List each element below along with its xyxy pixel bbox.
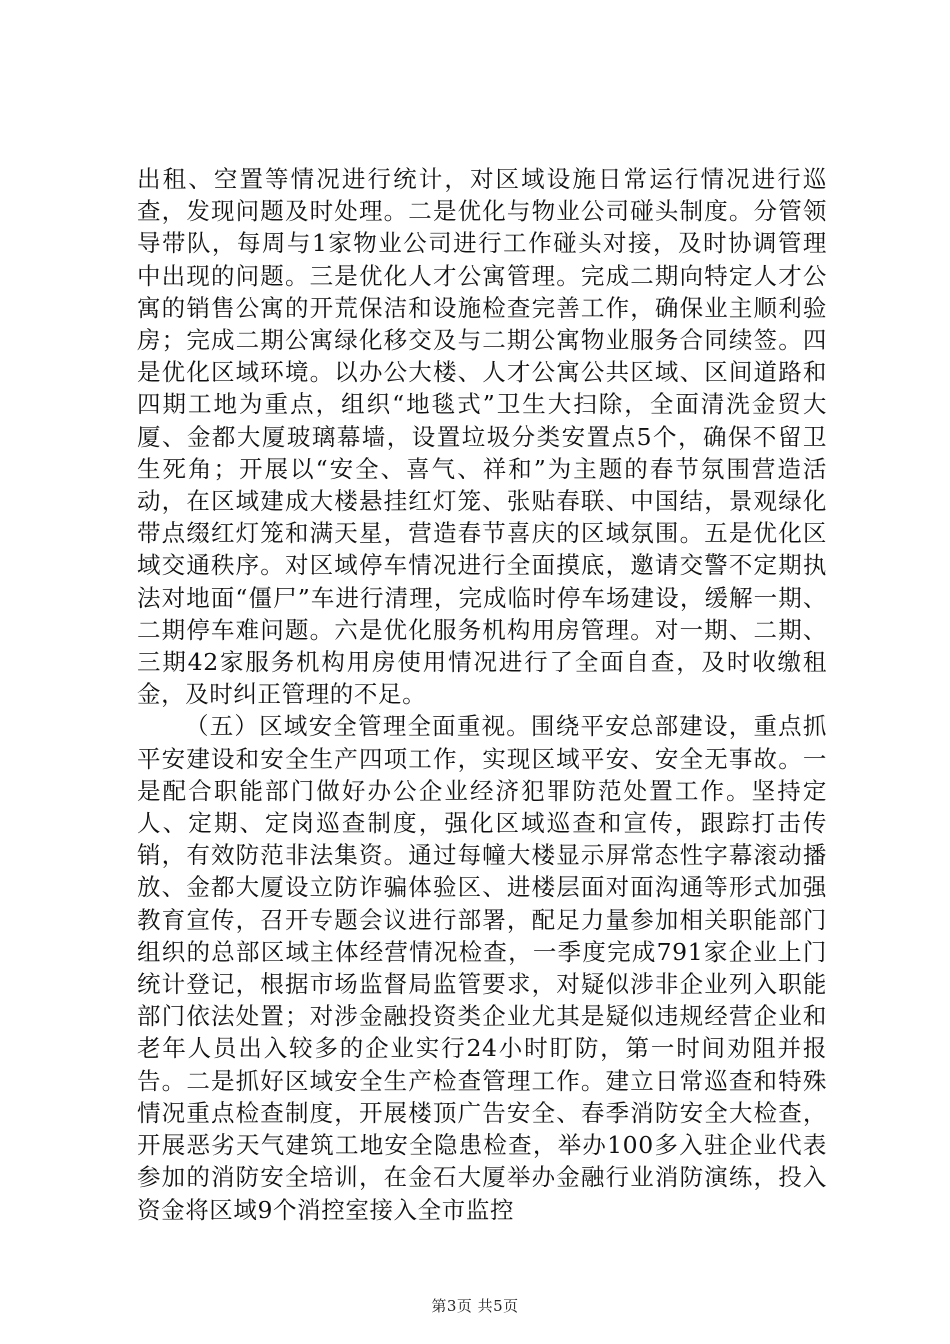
document-body bbox=[137, 163, 827, 1226]
paragraph-section-five: （五）区域安全管理全面重视。围绕平安总部建设，重点抓平安建设和安全生产四项工作，实现区域平安、安全无事故。一是配合职能部门做好办公企业经济犯罪防范处置工作。坚持定人、定期、定岗巡查制度，强化区域巡查和宣传，跟踪打击传销，有效防范非法集资。通过每幢大楼显示屏常态性字幕滚动播放、金都大厦设立防诈骗体验区、进楼层面对面沟通等形式加强教育宣传，召开专题会议进行部署，配足力量参加相关职能部门组织的总部区域主体经营情况检查，一季度完成791家企业上门统计登记，根据市场监督局监管要求，对疑似涉非企业列入职能部门依法处置；对涉金融投资类企业尤其是疑似违规经营企业和老年人员出入较多的企业实行24小时盯防，第一时间劝阻并报告。二是抓好区域安全生产检查管理工作。建立日常巡查和特殊情况重点检查制度，开展楼顶广告安全、春季消防安全大检查，开展恶劣天气建筑工地安全隐患检查，举办100多入驻企业代表参加的消防安全培训，在金石大厦举办金融行业消防演练，投入资金将区域9个消控室接入全市监控 bbox=[137, 712, 827, 1224]
page-number-footer: 第3页 共5页 bbox=[431, 1297, 519, 1315]
paragraph-continued: 出租、空置等情况进行统计，对区域设施日常运行情况进行巡查，发现问题及时处理。二是优化与物业公司碰头制度。分管领导带队，每周与1家物业公司进行工作碰头对接，及时协调管理中出现的问题。三是优化人才公寓管理。完成二期向特定人才公寓的销售公寓的开荒保洁和设施检查完善工作，确保业主顺利验房；完成二期公寓绿化移交及与二期公寓物业服务合同续签。四是优化区域环境。以办公大楼、人才公寓公共区域、区间道路和四期工地为重点，组织“地毯式”卫生大扫除，全面清洗金贸大厦、金都大厦玻璃幕墙，设置垃圾分类安置点5个，确保不留卫生死角；开展以“安全、喜气、祥和”为主题的春节氛围营造活动，在区域建成大楼悬挂红灯笼、张贴春联、中国结，景观绿化带点缀红灯笼和满天星，营造春节喜庆的区域氛围。五是优化区域交通秩序。对区域停车情况进行全面摸底，邀请交警不定期执法对地面“僵尸”车进行清理，完成临时停车场建设，缓解一期、二期停车难问题。六是优化服务机构用房管理。对一期、二期、三期42家服务机构用房使用情况进行了全面自查，及时收缴租金，及时纠正管理的不足。 bbox=[137, 165, 827, 709]
